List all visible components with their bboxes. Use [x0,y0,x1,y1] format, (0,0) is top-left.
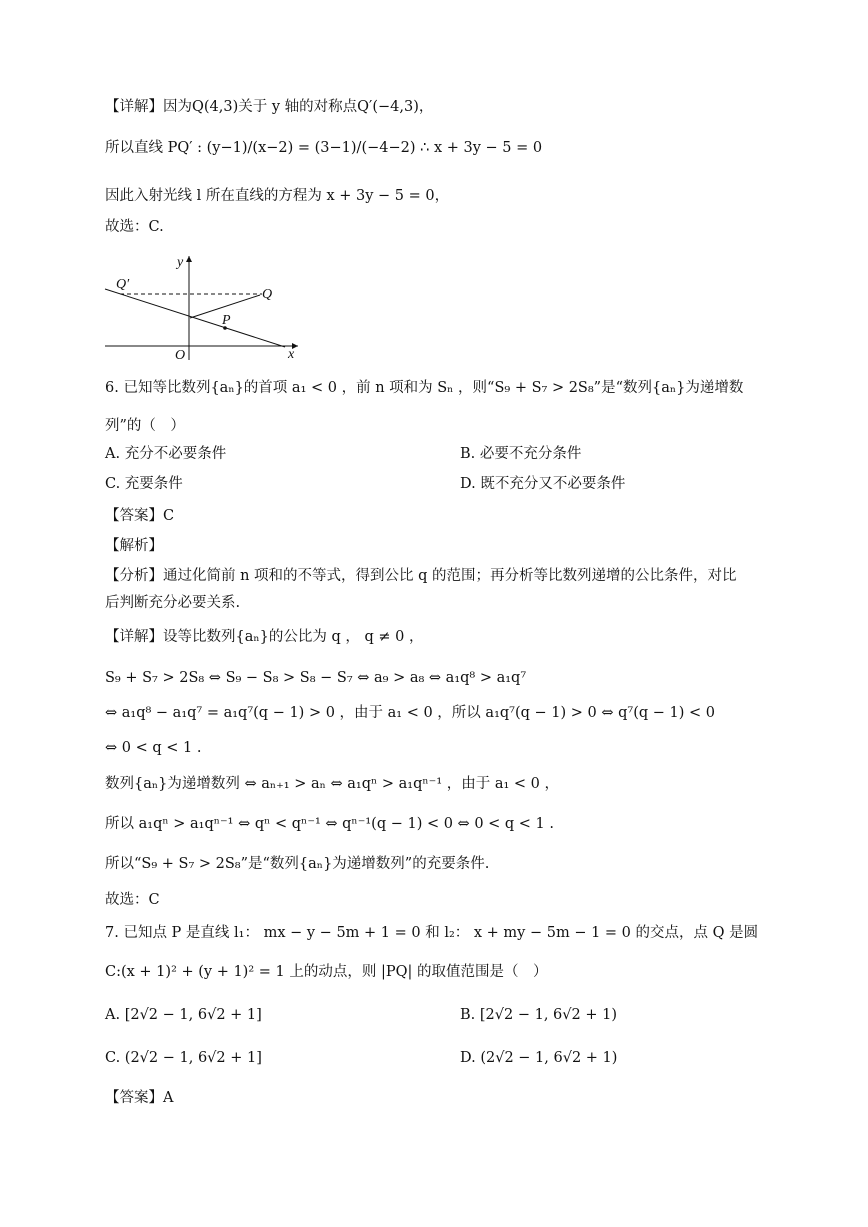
text-line: 后判断充分必要关系. [105,595,241,611]
text-line: 故选：C [105,892,160,908]
text-line: 【答案】C [105,508,175,524]
text-line: C:(x + 1)² + (y + 1)² = 1 上的动点，则 |PQ| 的取值范围是（ ） [105,964,548,980]
option-o6d: D. 既不充分又不必要条件 [460,476,626,492]
text-line: S₉ + S₇ > 2S₈ ⇔ S₉ − S₈ > S₈ − S₇ ⇔ a₉ > a₈ ⇔ a₁q⁸ > a₁q⁷ [105,670,527,686]
text-line: 【详解】因为Q(4,3)关于 y 轴的对称点Q′(−4,3)， [105,99,434,115]
text-line: 所以“S₉ + S₇ > 2S₈”是“数列{aₙ}为递增数列”的充要条件. [105,856,490,872]
text-line: 数列{aₙ}为递增数列 ⇔ aₙ₊₁ > aₙ ⇔ a₁qⁿ > a₁qⁿ⁻¹ ，由于 a₁ < 0 ， [105,776,560,792]
reflection-figure [100,252,310,364]
text-line: 【答案】A [105,1090,174,1106]
q-prime-label: Q′ [116,277,130,292]
origin-label: O [175,348,186,363]
option-o6c: C. 充要条件 [105,476,183,492]
text-line: 【解析】 [105,538,163,554]
option-o7a: A. [2√2 − 1, 6√2 + 1] [105,1007,262,1023]
option-o6b: B. 必要不充分条件 [460,446,582,462]
option-o7c: C. (2√2 − 1, 6√2 + 1] [105,1050,262,1066]
text-line: ⇔ a₁q⁸ − a₁q⁷ = a₁q⁷(q − 1) > 0 ，由于 a₁ < 0 ，所以 a₁q⁷(q − 1) > 0 ⇔ q⁷(q − 1) < 0 [105,705,715,721]
y-axis-label: y [177,255,184,270]
text-line: 6. 已知等比数列{aₙ}的首项 a₁ < 0 ，前 n 项和为 Sₙ ，则“S₉ + S₇ > 2S₈”是“数列{aₙ}为递增数 [105,380,744,396]
option-o7b: B. [2√2 − 1, 6√2 + 1) [460,1007,617,1023]
text-line: 7. 已知点 P 是直线 l₁： mx − y − 5m + 1 = 0 和 l₂： x + my − 5m − 1 = 0 的交点，点 Q 是圆 [105,925,759,941]
q-label: Q [262,287,273,302]
x-axis-label: x [288,347,295,362]
option-o7d: D. (2√2 − 1, 6√2 + 1) [460,1050,618,1066]
text-line: 所以直线 PQ′ : (y−1)/(x−2) = (3−1)/(−4−2) ∴ x + 3y − 5 = 0 [105,140,543,156]
text-line: ⇔ 0 < q < 1 . [105,740,202,756]
incident-ray [105,289,285,347]
text-line: 所以 a₁qⁿ > a₁qⁿ⁻¹ ⇔ qⁿ < qⁿ⁻¹ ⇔ qⁿ⁻¹(q − 1) < 0 ⇔ 0 < q < 1 . [105,816,555,832]
text-line: 因此入射光线 l 所在直线的方程为 x + 3y − 5 = 0， [105,188,450,204]
text-line: 故选：C. [105,219,164,235]
text-line: 【详解】设等比数列{aₙ}的公比为 q ， q ≠ 0 ， [105,629,424,645]
text-line: 【分析】通过化简前 n 项和的不等式，得到公比 q 的范围；再分析等比数列递增的公比条件，对比 [105,568,737,584]
text-line: 列”的（ ） [105,418,185,434]
p-label: P [222,313,231,328]
option-o6a: A. 充分不必要条件 [105,446,227,462]
